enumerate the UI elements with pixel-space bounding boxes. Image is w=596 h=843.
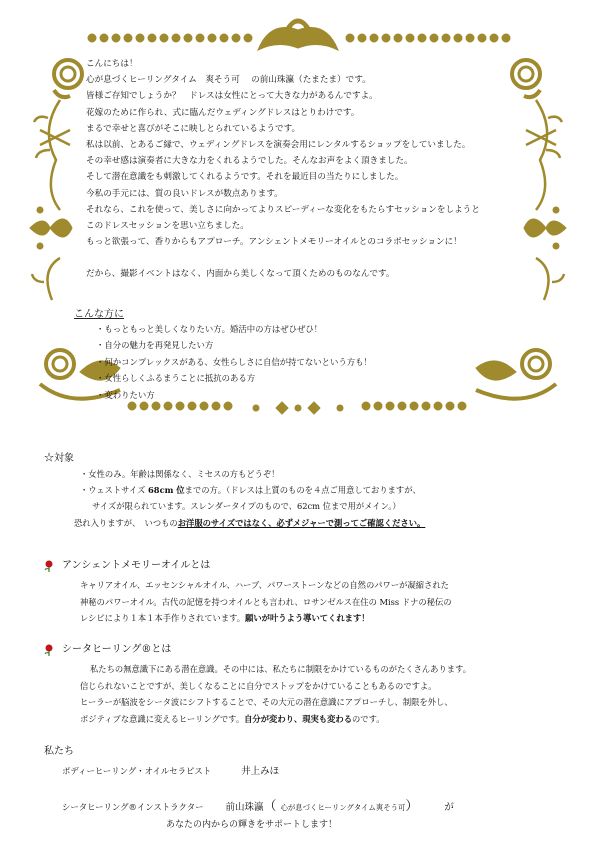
oil-emphasis: 願いが叶うよう導いてくれます！: [245, 613, 370, 623]
intro-line: まるで幸せと喜びがそこに映しとられているようです。: [86, 123, 301, 134]
intro-line: だから、撮影イベントはなく、内面から美しくなって頂くためのものなんです。: [86, 269, 395, 280]
rose-icon: [44, 644, 54, 656]
target-line: [80, 482, 425, 498]
bottom-clover-row-left: [128, 402, 232, 410]
intro-line: それなら、これを使って、美しさに向かってよりスピーディーな変化をもたらすセッションをしようと: [86, 204, 480, 215]
left-vine: [34, 100, 70, 210]
staff-line-1: [62, 763, 279, 777]
oil-title: アンシェントメモリーオイルとは: [62, 560, 211, 571]
target-line: [74, 515, 425, 531]
who-item: ・何かコンプレックスがある、女性らしさに自信が持てないという方も！: [96, 356, 372, 367]
intro-line: 花嫁のために作られ、式に臨んだウェディングドレスはとりわけです。: [86, 107, 360, 118]
theta-line: [80, 711, 471, 728]
top-right-rose: [512, 60, 540, 97]
staff-line-2: [62, 795, 454, 814]
bottom-right-rose: [476, 350, 556, 399]
right-vine: [526, 100, 562, 210]
target-body: [74, 466, 426, 531]
theta-line: 信じられないことですが、美しくなることに自分でストップをかけていることもあるのですよ。: [80, 680, 437, 691]
staff-role: ボディーヒーリング・オイルセラピスト: [62, 766, 212, 776]
staff-name: 井上みほ: [241, 766, 280, 777]
oil-heading: [44, 556, 210, 572]
target-text: 恐れ入りますが、 いつもの: [74, 517, 178, 528]
left-side-ornament: [30, 207, 72, 249]
target-line: ・女性のみ。年齢は関係なく、ミセスの方もどうぞ！: [80, 469, 280, 479]
oil-line: 神秘のパワーオイル。古代の記憶を持つオイルとも言われ、ロサンゼルス在住の Miss ドナの秘伝の: [80, 596, 452, 607]
who-list: [96, 321, 372, 403]
oil-line: キャリアオイル、エッセンシャルオイル、ハーブ、パワーストーンなどの自然のパワーが凝縮された: [80, 580, 449, 590]
oil-text: レシピにより１本１本手作りされています。: [80, 613, 246, 623]
paren: （: [263, 799, 277, 814]
oil-body: [80, 577, 452, 627]
staff-role: シータヒーリング®インストラクター: [62, 802, 204, 812]
oil-line: [80, 610, 452, 627]
theta-heading: [44, 640, 171, 656]
intro-line: このドレスセッションを思い立ちました。: [86, 220, 249, 231]
target-text: までの方。（ドレスは上質のものを４点ご用意しておりますが、: [184, 485, 421, 496]
theta-text: のです。: [352, 713, 385, 724]
who-heading: こんな方に: [74, 309, 124, 320]
target-heading: ☆対象: [44, 453, 74, 464]
top-left-rose: [54, 60, 82, 97]
top-clover-row-left: [88, 34, 252, 42]
theta-text: ポジティブな意識に変えるヒーリングです。: [80, 713, 245, 724]
theta-line: 私たちの無意識下にある潜在意識。その中には、私たちに制限をかけているものがたくさんあります。: [90, 664, 471, 674]
rose-icon: [44, 560, 54, 572]
bottom-center-dots: [253, 402, 343, 414]
right-lower-flourish: [536, 258, 564, 300]
particle: が: [444, 802, 454, 813]
intro-line: 今私の手元には、質の良いドレスが数点あります。: [86, 188, 283, 199]
closing-message: あなたの内からの輝きをサポートします！: [166, 820, 338, 830]
top-center-crown: [258, 20, 338, 50]
staff-note: 心が息づくヒーリングタイム爽そう可: [280, 803, 406, 812]
intro-line: そして潜在意識をも刺激してくれるようです。それを最近目の当たりにしました。: [86, 172, 404, 183]
theta-body: [80, 661, 471, 727]
waist-size: 68cm 位: [148, 485, 185, 496]
intro-line: 私は以前、とあるご縁で、ウェディングドレスを演奏会用にレンタルするショップをしていました。: [86, 139, 471, 150]
theta-title: シータヒーリング®とは: [62, 644, 172, 655]
intro-line: [86, 250, 480, 266]
theta-emphasis: 自分が変わり、現実も変わる: [244, 713, 352, 724]
intro-line: 心が息づくヒーリングタイム 爽そう可 の前山珠瀛（たまたま）です。: [86, 75, 371, 86]
who-item: ・女性らしくふるまうことに抵抗のある方: [96, 373, 256, 384]
intro-line: こんにちは！: [86, 59, 138, 69]
intro-text: [86, 56, 480, 283]
intro-line: 皆様ご存知でしょうか？ ドレスは女性にとって大きな力があるんですよ。: [86, 91, 378, 102]
measure-note: お洋服のサイズではなく、必ずメジャーで測ってご確認ください。: [177, 517, 426, 528]
top-clover-row-right: [346, 34, 510, 42]
theta-line: ヒーラーが脳波をシータ波にシフトすることで、その大元の潜在意識にアプローチし、制限を外し、: [80, 697, 453, 707]
right-side-ornament: [524, 207, 566, 249]
intro-line: もっと欲張って、香りからもアプローチ。アンシェントメモリーオイルとのコラボセッションに！: [86, 237, 462, 248]
who-item: ・自分の魅力を再発見したい方: [96, 340, 214, 351]
paren: ）: [405, 799, 419, 814]
bottom-clover-row-right: [362, 402, 466, 410]
who-item: ・変わりたい方: [96, 389, 155, 400]
who-item: ・もっともっと美しくなりたい方。婚活中の方はぜひぜひ！: [96, 324, 323, 334]
target-line: サイズが限られています。スレンダータイプのもので、62cm 位まで用がメイン。）: [92, 501, 401, 512]
us-heading: 私たち: [44, 746, 74, 757]
staff-name: 前山珠瀛: [225, 802, 264, 813]
target-text: ・ウェストサイズ: [80, 485, 149, 496]
intro-line: その幸せ感は演奏者に大きな力をくれるようでした。そんなお声をよく頂きました。: [86, 156, 413, 167]
left-lower-flourish: [32, 258, 60, 300]
